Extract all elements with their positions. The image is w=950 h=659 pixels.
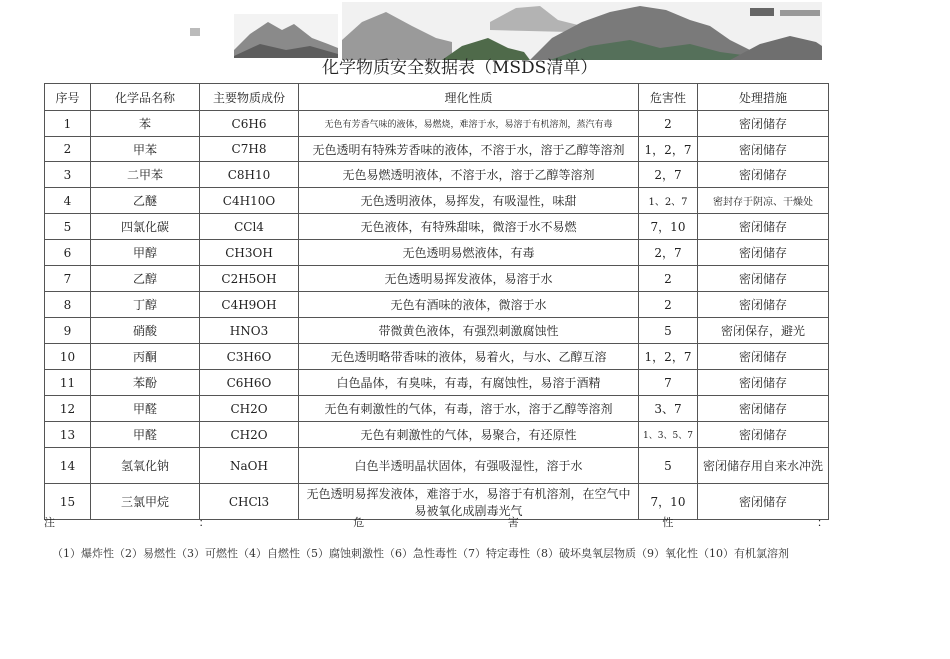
row-property: 无色透明易挥发液体，难溶于水，易溶于有机溶剂，在空气中易被氧化成剧毒光气 bbox=[299, 484, 639, 520]
row-property: 无色有芳香气味的液体，易燃烧，难溶于水，易溶于有机溶剂，蒸汽有毒 bbox=[299, 111, 639, 137]
row-property: 无色透明易挥发液体，易溶于水 bbox=[299, 266, 639, 292]
row-formula: C6H6 bbox=[200, 111, 299, 137]
row-property: 无色透明液体，易挥发，有吸湿性，味甜 bbox=[299, 188, 639, 214]
row-hazard: 2 bbox=[639, 292, 698, 318]
row-name: 乙醇 bbox=[91, 266, 200, 292]
header-measure: 处理措施 bbox=[698, 84, 829, 111]
row-name: 硝酸 bbox=[91, 318, 200, 344]
table-row bbox=[45, 188, 829, 214]
row-property: 白色半透明晶状固体，有强吸湿性，溶于水 bbox=[299, 448, 639, 484]
note-char: 危 bbox=[353, 516, 365, 529]
header-name: 化学品名称 bbox=[91, 84, 200, 111]
row-name: 二甲苯 bbox=[91, 162, 200, 188]
row-property: 无色透明有特殊芳香味的液体，不溶于水，溶于乙醇等溶剂 bbox=[299, 137, 639, 162]
row-formula: C7H8 bbox=[200, 137, 299, 162]
row-name: 丙酮 bbox=[91, 344, 200, 370]
row-hazard: 1，2，7 bbox=[639, 137, 698, 162]
row-no: 6 bbox=[45, 240, 91, 266]
page-title: 化学物质安全数据表（MSDS清单） bbox=[322, 58, 598, 78]
row-hazard: 7 bbox=[639, 370, 698, 396]
row-no: 13 bbox=[45, 422, 91, 448]
row-hazard: 1、2、7 bbox=[639, 188, 698, 214]
table-row bbox=[45, 137, 829, 162]
row-property: 无色有刺激性的气体，易聚合，有还原性 bbox=[299, 422, 639, 448]
header-hazard: 危害性 bbox=[639, 84, 698, 111]
row-hazard: 3、7 bbox=[639, 396, 698, 422]
note-char: 害 bbox=[507, 516, 519, 529]
row-measure: 密闭储存 bbox=[698, 240, 829, 266]
row-no: 14 bbox=[45, 448, 91, 484]
row-measure: 密闭储存 bbox=[698, 214, 829, 240]
row-measure: 密闭储存 bbox=[698, 137, 829, 162]
row-measure: 密闭储存 bbox=[698, 344, 829, 370]
row-hazard: 7，10 bbox=[639, 214, 698, 240]
row-property: 无色液体，有特殊甜味，微溶于水不易燃 bbox=[299, 214, 639, 240]
row-formula: C3H6O bbox=[200, 344, 299, 370]
row-formula: C4H9OH bbox=[200, 292, 299, 318]
row-no: 7 bbox=[45, 266, 91, 292]
row-property: 白色晶体，有臭味，有毒，有腐蚀性，易溶于酒精 bbox=[299, 370, 639, 396]
row-name: 甲醛 bbox=[91, 396, 200, 422]
row-hazard: 2 bbox=[639, 266, 698, 292]
row-no: 9 bbox=[45, 318, 91, 344]
row-measure: 密闭储存 bbox=[698, 484, 829, 520]
table-row bbox=[45, 292, 829, 318]
row-formula: C4H10O bbox=[200, 188, 299, 214]
row-measure: 密闭储存 bbox=[698, 111, 829, 137]
row-no: 3 bbox=[45, 162, 91, 188]
row-formula: HNO3 bbox=[200, 318, 299, 344]
row-no: 2 bbox=[45, 137, 91, 162]
table-row bbox=[45, 214, 829, 240]
row-hazard: 1、3、5、7 bbox=[639, 422, 698, 448]
row-no: 4 bbox=[45, 188, 91, 214]
row-property: 无色易燃透明液体，不溶于水，溶于乙醇等溶剂 bbox=[299, 162, 639, 188]
note-char: 性 bbox=[662, 516, 674, 529]
header-property: 理化性质 bbox=[299, 84, 639, 111]
row-formula: CH2O bbox=[200, 396, 299, 422]
row-measure: 密闭保存，避光 bbox=[698, 318, 829, 344]
hazard-legend: （1）爆炸性（2）易燃性（3）可燃性（4）自燃性（5）腐蚀刺激性（6）急性毒性（7）特定毒性（8）破坏臭氧层物质（9）氧化性（10）有机氯溶剂 bbox=[52, 547, 789, 560]
table-row bbox=[45, 344, 829, 370]
row-property: 无色透明易燃液体，有毒 bbox=[299, 240, 639, 266]
table-row bbox=[45, 318, 829, 344]
row-hazard: 2 bbox=[639, 111, 698, 137]
row-hazard: 1，2，7 bbox=[639, 344, 698, 370]
row-formula: C6H6O bbox=[200, 370, 299, 396]
row-formula: CHCl3 bbox=[200, 484, 299, 520]
row-measure: 密闭储存 bbox=[698, 370, 829, 396]
row-name: 丁醇 bbox=[91, 292, 200, 318]
row-hazard: 2，7 bbox=[639, 240, 698, 266]
row-name: 苯酚 bbox=[91, 370, 200, 396]
row-hazard: 5 bbox=[639, 448, 698, 484]
table-row bbox=[45, 396, 829, 422]
row-property: 无色有刺激性的气体，有毒，溶于水，溶于乙醇等溶剂 bbox=[299, 396, 639, 422]
row-measure: 密闭储存 bbox=[698, 396, 829, 422]
row-measure: 密闭储存 bbox=[698, 292, 829, 318]
row-formula: CH2O bbox=[200, 422, 299, 448]
note-char: 注 bbox=[44, 516, 55, 529]
row-no: 15 bbox=[45, 484, 91, 520]
row-measure: 密闭储存 bbox=[698, 422, 829, 448]
row-hazard: 7，10 bbox=[639, 484, 698, 520]
table-row bbox=[45, 370, 829, 396]
table-row bbox=[45, 266, 829, 292]
landscape-banner bbox=[190, 0, 830, 62]
header-no: 序号 bbox=[45, 84, 91, 111]
table-row bbox=[45, 162, 829, 188]
row-formula: CH3OH bbox=[200, 240, 299, 266]
row-measure: 密闭储存用自来水冲洗 bbox=[698, 448, 829, 484]
table-header-row bbox=[45, 84, 829, 111]
table-row bbox=[45, 111, 829, 137]
row-no: 8 bbox=[45, 292, 91, 318]
note-line bbox=[44, 514, 828, 530]
note-char: ： bbox=[816, 516, 828, 529]
row-property: 无色有酒味的液体，微溶于水 bbox=[299, 292, 639, 318]
table-row bbox=[45, 240, 829, 266]
row-formula: C8H10 bbox=[200, 162, 299, 188]
row-hazard: 5 bbox=[639, 318, 698, 344]
row-formula: C2H5OH bbox=[200, 266, 299, 292]
row-no: 12 bbox=[45, 396, 91, 422]
row-property: 带微黄色液体，有强烈刺激腐蚀性 bbox=[299, 318, 639, 344]
row-name: 苯 bbox=[91, 111, 200, 137]
row-name: 三氯甲烷 bbox=[91, 484, 200, 520]
row-formula: NaOH bbox=[200, 448, 299, 484]
row-hazard: 2，7 bbox=[639, 162, 698, 188]
row-no: 11 bbox=[45, 370, 91, 396]
row-name: 氢氧化钠 bbox=[91, 448, 200, 484]
row-no: 1 bbox=[45, 111, 91, 137]
row-measure: 密闭储存 bbox=[698, 266, 829, 292]
row-name: 甲苯 bbox=[91, 137, 200, 162]
row-no: 5 bbox=[45, 214, 91, 240]
row-measure: 密闭储存 bbox=[698, 162, 829, 188]
msds-table bbox=[44, 83, 829, 520]
row-name: 甲醇 bbox=[91, 240, 200, 266]
table-row bbox=[45, 422, 829, 448]
row-property: 无色透明略带香味的液体，易着火，与水、乙醇互溶 bbox=[299, 344, 639, 370]
row-formula: CCl4 bbox=[200, 214, 299, 240]
row-name: 甲醛 bbox=[91, 422, 200, 448]
table-row bbox=[45, 448, 829, 484]
row-measure: 密封存于阴凉、干燥处 bbox=[698, 188, 829, 214]
note-char: ： bbox=[198, 516, 210, 529]
header-formula: 主要物质成份 bbox=[200, 84, 299, 111]
row-no: 10 bbox=[45, 344, 91, 370]
row-name: 四氯化碳 bbox=[91, 214, 200, 240]
row-name: 乙醚 bbox=[91, 188, 200, 214]
